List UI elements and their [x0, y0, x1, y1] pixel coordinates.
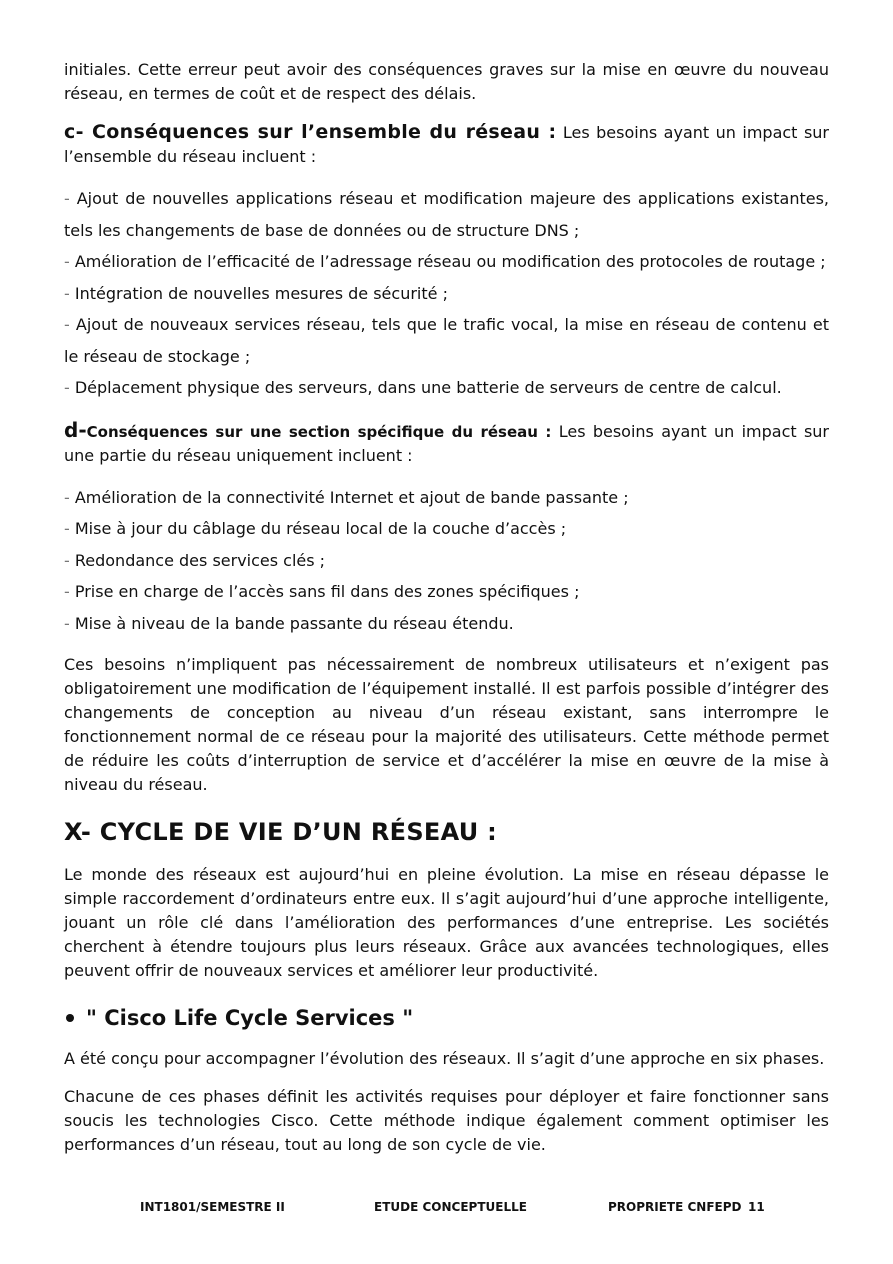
footer-owner: PROPRIETE CNFEPD	[608, 1200, 742, 1214]
besoins-paragraph: Ces besoins n’impliquent pas nécessairement de nombreux utilisateurs et n’exigent pas obligatoirement une modification de l’équipement installé. Il est parfois possible d’intégrer des changements de conception au niveau d’un réseau existant, sans interrompre le fonctionnement normal de ce réseau pour la majorité des utilisateurs. Cette méthode permet de réduire les coûts d’interruption de service et d’accélérer la mise en œuvre de la mise à niveau du réseau.	[64, 655, 829, 794]
list-item: - Mise à niveau de la bande passante du réseau étendu.	[64, 613, 514, 633]
list-item: - Ajout de nouvelles applications réseau et modification majeure des applications existantes, tels les changements de base de données ou de structure DNS ;	[64, 189, 829, 240]
cisco-heading: " Cisco Life Cycle Services "	[64, 1003, 829, 1033]
list-item: - Intégration de nouvelles mesures de sécurité ;	[64, 283, 448, 303]
section-d-paragraph	[64, 418, 829, 468]
page-number: 11	[748, 1200, 765, 1214]
list-item: - Amélioration de la connectivité Internet et ajout de bande passante ;	[64, 487, 629, 507]
section-x-title: X- CYCLE DE VIE D’UN RÉSEAU :	[64, 818, 498, 846]
list-item: - Déplacement physique des serveurs, dans une batterie de serveurs de centre de calcul.	[64, 378, 782, 397]
document-page	[64, 58, 829, 1157]
footer-course: INT1801/SEMESTRE II	[140, 1200, 285, 1214]
list-item: - Amélioration de l’efficacité de l’adressage réseau ou modification des protocoles de routage ;	[64, 252, 826, 271]
section-d-list	[64, 482, 829, 640]
list-item: - Redondance des services clés ;	[64, 550, 326, 570]
section-c-paragraph	[64, 120, 829, 169]
footer-subject: ETUDE CONCEPTUELLE	[374, 1200, 527, 1214]
bullet-icon	[66, 1014, 74, 1022]
section-d-text: Les besoins ayant un impact sur une partie du réseau uniquement incluent :	[64, 421, 830, 465]
list-item: - Mise à jour du câblage du réseau local de la couche d’accès ;	[64, 519, 567, 538]
list-item: - Prise en charge de l’accès sans fil dans des zones spécifiques ;	[64, 582, 580, 601]
cisco-paragraph-2: Chacune de ces phases définit les activités requises pour déployer et faire fonctionner sans soucis les technologies Cisco. Cette méthode indique également comment optimiser les performances d’un réseau, tout au long de son cycle de vie.	[64, 1087, 829, 1154]
section-c-list	[64, 183, 829, 404]
intro-paragraph: initiales. Cette erreur peut avoir des conséquences graves sur la mise en œuvre du nouveau réseau, en termes de coût et de respect des délais.	[64, 60, 829, 103]
list-item: - Ajout de nouveaux services réseau, tels que le trafic vocal, la mise en réseau de contenu et le réseau de stockage ;	[64, 315, 830, 366]
section-x-paragraph: Le monde des réseaux est aujourd’hui en pleine évolution. La mise en réseau dépasse le simple raccordement d’ordinateurs entre eux. Il s’agit aujourd’hui d’une approche intelligente, jouant un rôle clé dans l’amélioration des performances d’une entreprise. Les sociétés cherchent à étendre toujours plus leurs réseaux. Grâce aux avancées technologiques, elles peuvent offrir de nouveaux services et améliorer leur productivité.	[64, 865, 829, 980]
section-c-heading: c- Conséquences sur l’ensemble du réseau :	[64, 121, 557, 143]
section-c-text: Les besoins ayant un impact sur l’ensemble du réseau incluent :	[64, 123, 829, 166]
section-d-heading: d-Conséquences sur une section spécifique du réseau :	[64, 417, 552, 442]
cisco-paragraph-1: A été conçu pour accompagner l’évolution des réseaux. Il s’agit d’une approche en six phases.	[64, 1049, 825, 1068]
